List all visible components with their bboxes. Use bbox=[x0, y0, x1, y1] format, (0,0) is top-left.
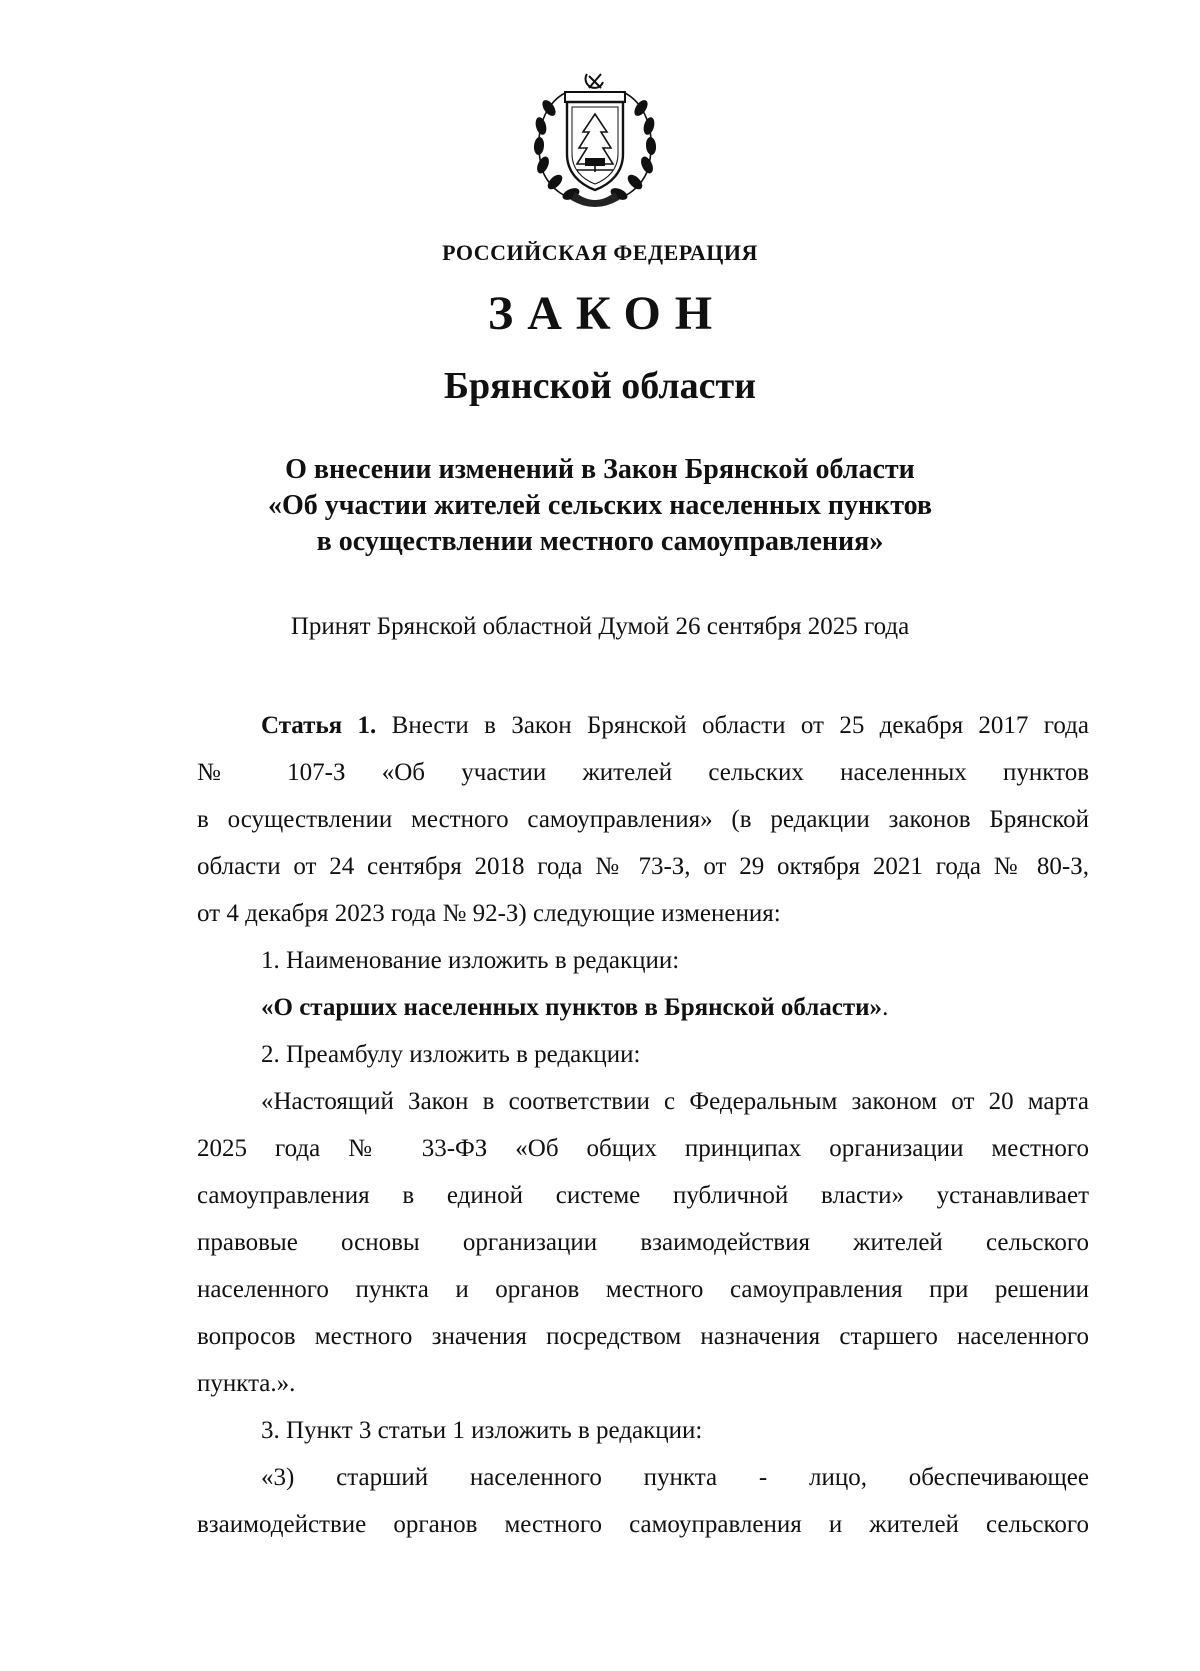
item-3-quote-line: «3) старший населенного пункта - лицо, обеспечивающее bbox=[261, 1464, 1089, 1491]
preamble-line: пункта.». bbox=[197, 1370, 296, 1397]
item-1-quote-line bbox=[197, 984, 1089, 1031]
preamble-line: «Настоящий Закон в соответствии с Федеральным законом от 20 марта bbox=[261, 1088, 1089, 1115]
preamble-line: населенного пункта и органов местного самоуправления при решении bbox=[197, 1276, 1089, 1303]
law-title-line: в осуществлении местного самоуправления» bbox=[316, 526, 884, 557]
law-title bbox=[0, 452, 1200, 560]
bryansk-coat-of-arms-icon bbox=[527, 68, 663, 210]
item-1-quote-end: . bbox=[882, 994, 889, 1021]
document-type-heading: ЗАКОН bbox=[487, 287, 727, 340]
article-1-line: области от 24 сентября 2018 года № 73-З, от 29 октября 2021 года № 80-З, bbox=[197, 853, 1089, 880]
preamble-line: 2025 года № 33-ФЗ «Об общих принципах организации местного bbox=[197, 1135, 1089, 1162]
preamble-line: правовые основы организации взаимодействия жителей сельского bbox=[197, 1229, 1089, 1256]
law-body bbox=[197, 702, 1089, 1548]
preamble-line: вопросов местного значения посредством назначения старшего населенного bbox=[197, 1323, 1089, 1350]
item-1-quote: «О старших населенных пунктов в Брянской области» bbox=[261, 994, 883, 1021]
article-1-text: Внести в Закон Брянской области от 25 декабря 2017 года bbox=[376, 712, 1089, 739]
law-title-line: «Об участии жителей сельских населенных пунктов bbox=[267, 490, 933, 521]
item-2-text: 2. Преамбулу изложить в редакции: bbox=[261, 1041, 641, 1068]
article-1-line: от 4 декабря 2023 года № 92-З) следующие изменения: bbox=[197, 900, 781, 927]
country-heading: РОССИЙСКАЯ ФЕДЕРАЦИЯ bbox=[442, 240, 758, 265]
preamble-line: самоуправления в единой системе публичной власти» устанавливает bbox=[197, 1182, 1089, 1209]
item-1-text: 1. Наименование изложить в редакции: bbox=[261, 947, 680, 974]
item-3-quote-line: взаимодействие органов местного самоуправления и жителей сельского bbox=[197, 1511, 1089, 1538]
article-1-line: № 107-З «Об участии жителей сельских населенных пунктов bbox=[197, 759, 1089, 786]
law-title-line: О внесении изменений в Закон Брянской области bbox=[285, 454, 915, 485]
region-heading: Брянской области bbox=[443, 365, 757, 407]
article-1-line: в осуществлении местного самоуправления» (в редакции законов Брянской bbox=[197, 806, 1089, 833]
adoption-statement: Принят Брянской областной Думой 26 сентября 2025 года bbox=[290, 613, 910, 640]
article-1-line bbox=[197, 702, 1089, 749]
article-1-label: Статья 1. bbox=[261, 712, 377, 739]
coat-of-arms-emblem bbox=[527, 68, 663, 210]
item-3-text: 3. Пункт 3 статьи 1 изложить в редакции: bbox=[261, 1417, 703, 1444]
